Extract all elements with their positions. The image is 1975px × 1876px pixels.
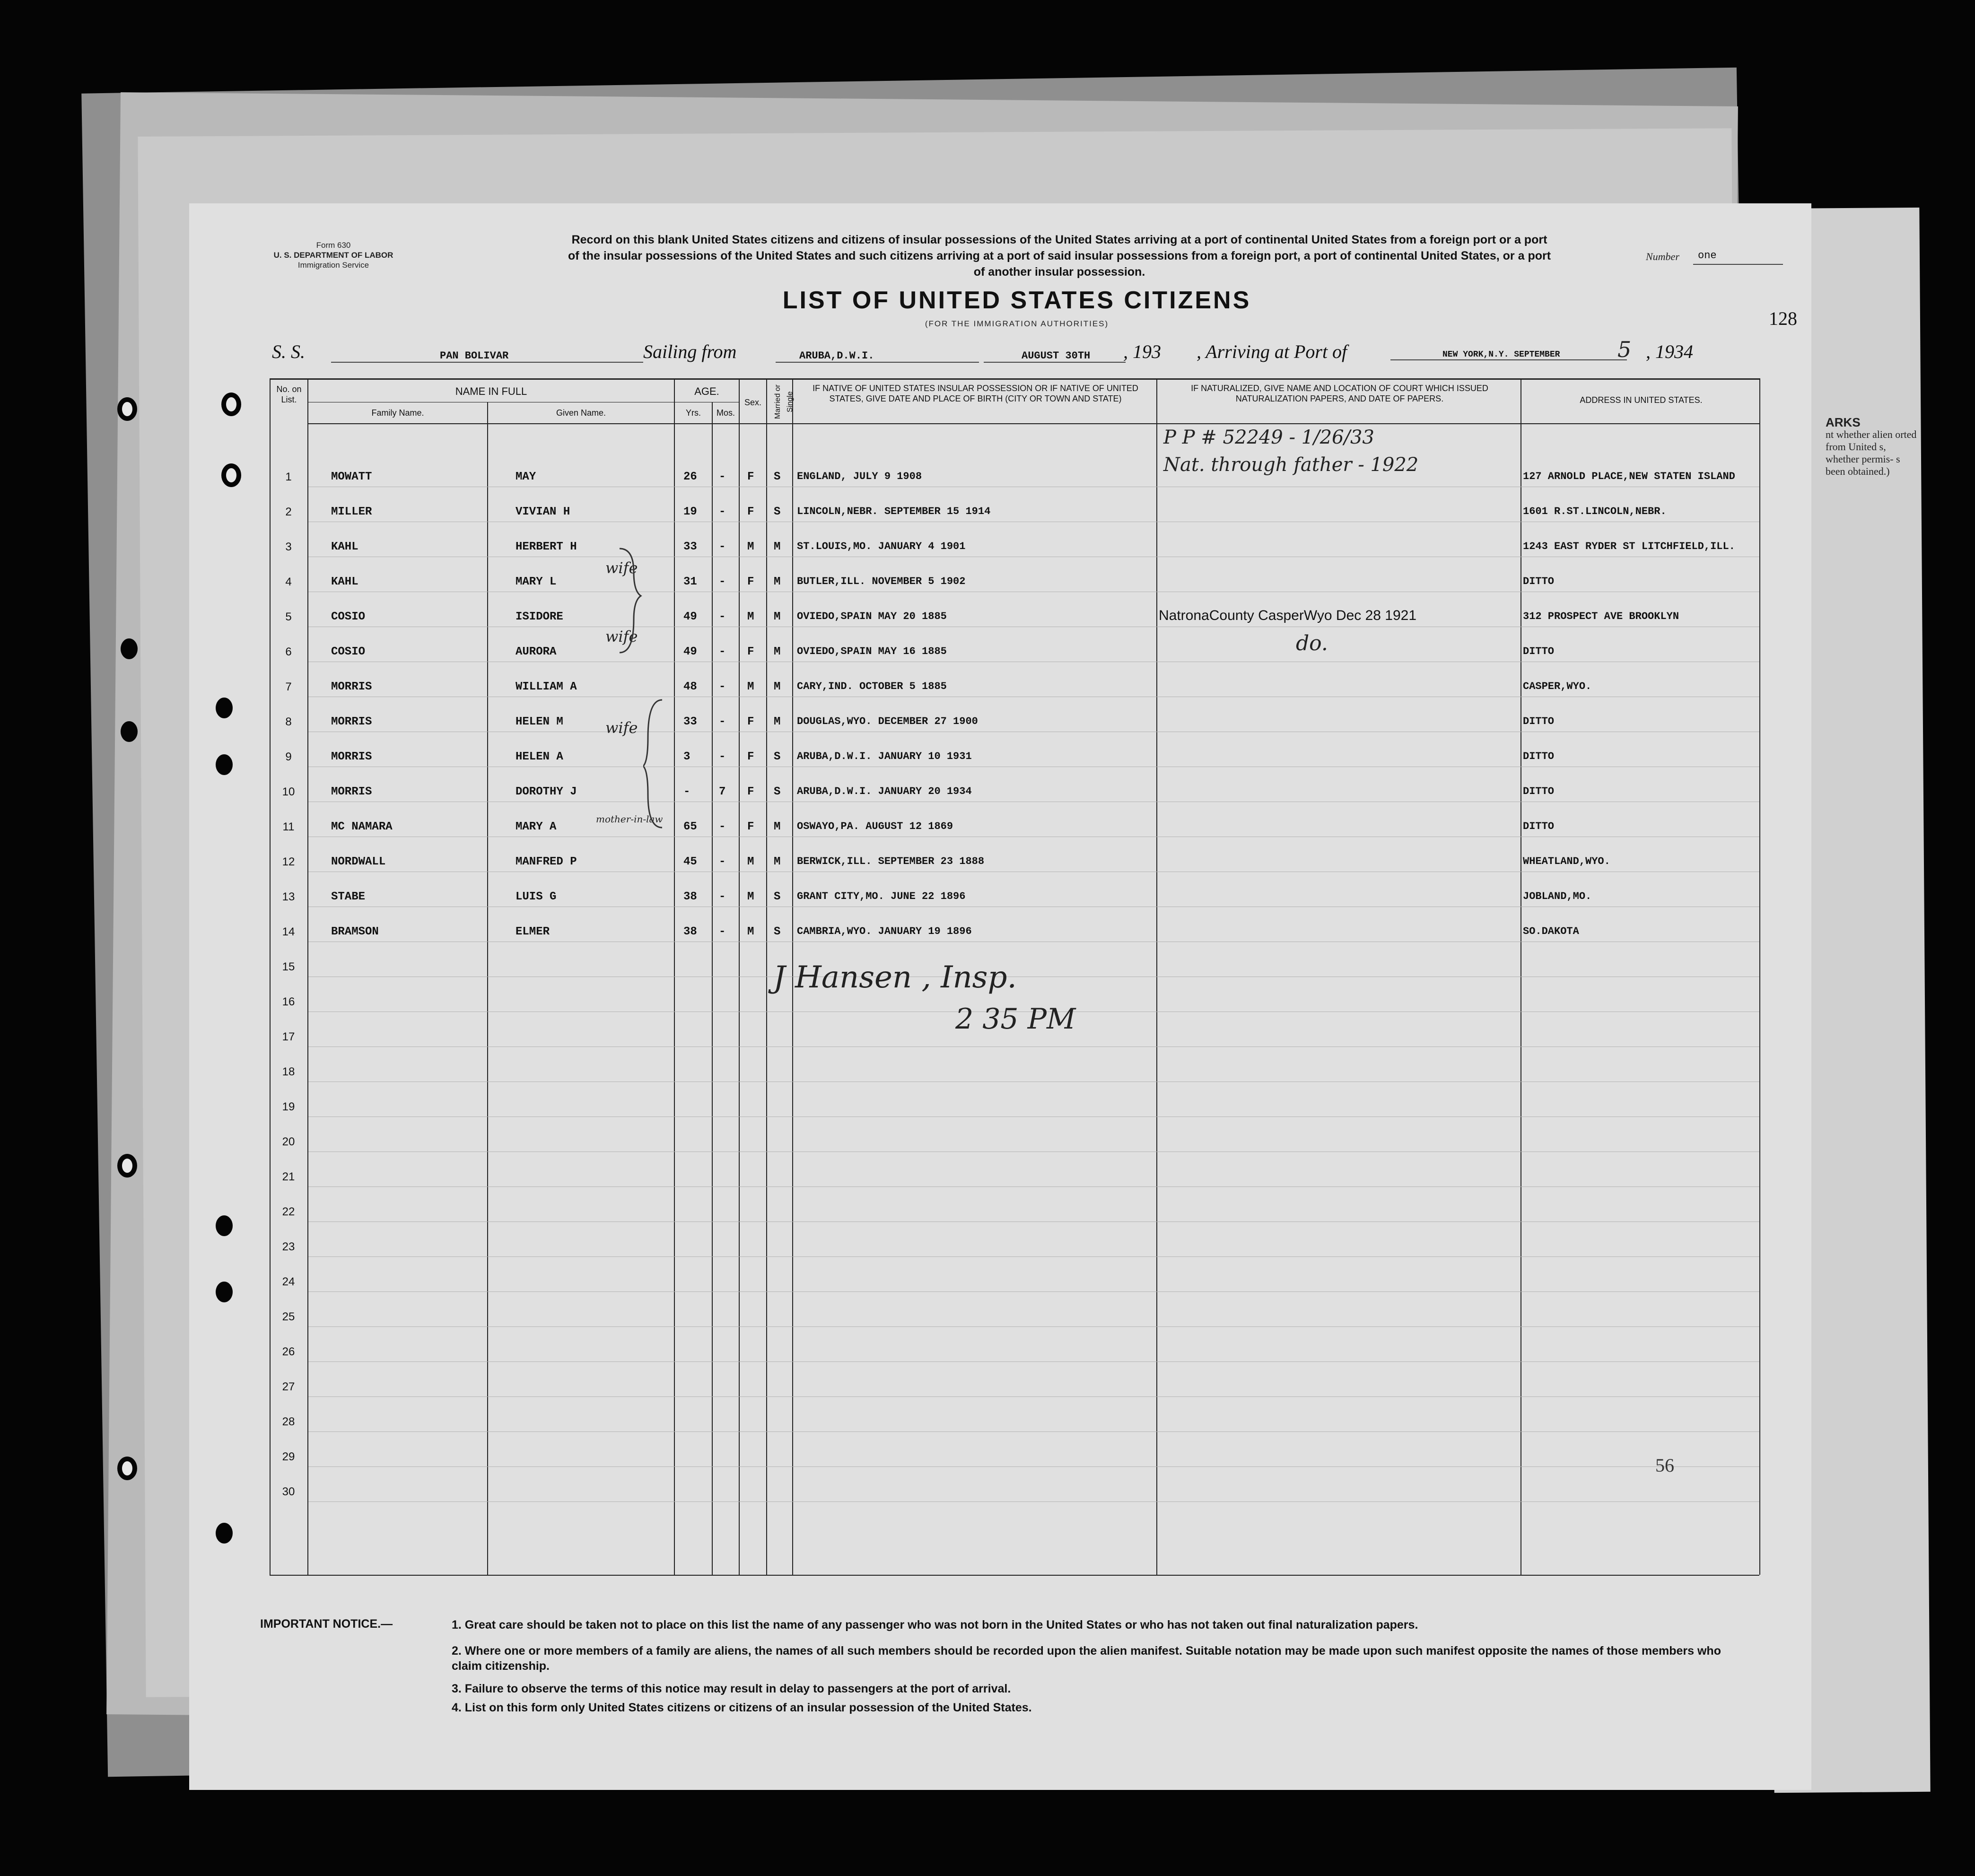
cell-family-name: MILLER <box>331 506 372 518</box>
handwritten-time: 2 35 PM <box>955 1003 1076 1036</box>
cell-sex: F <box>747 576 754 588</box>
cell-marital-status: M <box>774 576 781 588</box>
row-number: 27 <box>282 1380 295 1393</box>
cell-sex: F <box>747 646 754 658</box>
row-rule <box>308 1291 1759 1292</box>
row-number: 12 <box>282 855 295 868</box>
cell-birth-info: BUTLER,ILL. NOVEMBER 5 1902 <box>797 576 966 587</box>
cell-age-months: - <box>719 750 726 763</box>
row-number: 7 <box>285 681 292 693</box>
row-number: 4 <box>285 576 292 588</box>
row-number: 2 <box>285 506 292 518</box>
cell-address: 127 ARNOLD PLACE,NEW STATEN ISLAND <box>1523 471 1735 482</box>
row-number: 20 <box>282 1135 295 1148</box>
header-address: ADDRESS IN UNITED STATES. <box>1580 395 1703 405</box>
cell-birth-info: CARY,IND. OCTOBER 5 1885 <box>797 681 947 692</box>
cell-given-name: MARY A <box>516 820 557 833</box>
row-number: 3 <box>285 541 292 553</box>
row-number: 11 <box>282 820 295 833</box>
cell-given-name: ISIDORE <box>516 611 563 623</box>
header-birth: IF NATIVE OF UNITED STATES INSULAR POSSESSION OR IF NATIVE OF UNITED STATES, GIVE DATE AND PLACE OF BIRTH (CITY OR TOWN AND STATE) <box>813 384 1138 403</box>
cell-marital-status: S <box>774 506 781 518</box>
remarks-heading: ARKS <box>1826 415 1861 429</box>
column-divider <box>1759 378 1760 1575</box>
cell-age-years: 26 <box>683 471 697 483</box>
row-number: 22 <box>282 1205 295 1218</box>
cell-address: DITTO <box>1523 750 1555 762</box>
cell-sex: M <box>747 541 754 553</box>
cell-sex: F <box>747 506 754 518</box>
cell-family-name: STABE <box>331 890 366 903</box>
cell-sex: M <box>747 611 754 623</box>
row-number: 13 <box>282 890 295 903</box>
cell-marital-status: S <box>774 890 781 903</box>
cell-given-name: MAY <box>516 471 536 483</box>
cell-family-name: MORRIS <box>331 715 372 728</box>
notice-item: 4. List on this form only United States citizens or citizens of an insular possession of the United States. <box>452 1701 1032 1714</box>
cell-age-years: 33 <box>683 541 697 553</box>
cell-age-months: 7 <box>719 785 726 798</box>
cell-given-name: MANFRED P <box>516 855 577 868</box>
cell-age-years: 38 <box>683 925 697 938</box>
cell-age-months: - <box>719 890 726 903</box>
cell-birth-info: OVIEDO,SPAIN MAY 20 1885 <box>797 611 947 622</box>
row-number: 28 <box>282 1415 295 1428</box>
sailing-year: , 193 <box>1123 341 1161 362</box>
header-name-in-full: NAME IN FULL <box>455 385 527 397</box>
binder-hole <box>216 1282 233 1302</box>
cell-sex: M <box>747 855 754 868</box>
cell-address: 312 PROSPECT AVE BROOKLYN <box>1523 611 1679 622</box>
row-number: 26 <box>282 1345 295 1358</box>
header-age-months: Mos. <box>716 408 735 418</box>
cell-age-years: 33 <box>683 715 697 728</box>
row-rule <box>308 1326 1759 1327</box>
cell-sex: F <box>747 785 754 798</box>
cell-age-months: - <box>719 646 726 658</box>
row-number: 15 <box>282 960 295 973</box>
row-number: 8 <box>285 715 292 728</box>
cell-address: 1601 R.ST.LINCOLN,NEBR. <box>1523 506 1667 517</box>
number-value: one <box>1698 250 1717 262</box>
cell-age-months: - <box>719 820 726 833</box>
row-rule <box>308 1361 1759 1362</box>
row-number: 19 <box>282 1100 295 1113</box>
cell-age-months: - <box>719 681 726 693</box>
ss-label: S. S. <box>272 341 305 362</box>
handwritten-ditto: do. <box>1296 631 1328 655</box>
handwritten-wife-note: wife <box>605 719 638 737</box>
page-title: LIST OF UNITED STATES CITIZENS <box>782 287 1251 314</box>
cell-given-name: HERBERT H <box>516 541 577 553</box>
department-name: U. S. DEPARTMENT OF LABOR <box>273 251 393 260</box>
remarks-note: nt whether alien orted from United s, whether permis- s been obtained.) <box>1826 428 1917 477</box>
header-age: AGE. <box>694 385 719 397</box>
cell-sex: F <box>747 750 754 763</box>
row-number: 10 <box>282 785 295 798</box>
cell-birth-info: ST.LOUIS,MO. JANUARY 4 1901 <box>797 541 966 552</box>
cell-naturalization: NatronaCounty CasperWyo Dec 28 1921 <box>1159 608 1417 623</box>
column-divider <box>270 378 271 1575</box>
cell-age-years: 38 <box>683 890 697 903</box>
row-number: 6 <box>285 646 292 658</box>
binder-hole <box>216 698 233 718</box>
row-number: 24 <box>282 1275 295 1288</box>
cell-birth-info: GRANT CITY,MO. JUNE 22 1896 <box>797 890 966 902</box>
header-bottom-border <box>307 423 1759 424</box>
cell-marital-status: S <box>774 750 781 763</box>
cell-age-years: 3 <box>683 750 690 763</box>
header-married-or-single: Married or Single <box>774 384 794 419</box>
cell-birth-info: OVIEDO,SPAIN MAY 16 1885 <box>797 646 947 657</box>
binder-hole <box>117 1457 137 1480</box>
row-rule <box>308 1431 1759 1432</box>
arrival-day: 5 <box>1617 337 1632 362</box>
cell-age-months: - <box>719 471 726 483</box>
cell-age-years: 48 <box>683 681 697 693</box>
header-naturalized: IF NATURALIZED, GIVE NAME AND LOCATION OF COURT WHICH ISSUED NATURALIZATION PAPERS, AND DATE OF PAPERS. <box>1191 384 1488 403</box>
cell-birth-info: CAMBRIA,WYO. JANUARY 19 1896 <box>797 925 972 937</box>
arriving-label: , Arriving at Port of <box>1197 341 1347 362</box>
cell-sex: M <box>747 925 754 938</box>
cell-age-years: 19 <box>683 506 697 518</box>
number-label: Number <box>1646 251 1679 262</box>
cell-marital-status: M <box>774 541 781 553</box>
row-number: 18 <box>282 1065 295 1078</box>
handwritten-naturalization-note: Nat. through father - 1922 <box>1163 454 1419 476</box>
cell-birth-info: ENGLAND, JULY 9 1908 <box>797 471 922 482</box>
cell-family-name: MORRIS <box>331 681 372 693</box>
notice-label: IMPORTANT NOTICE.— <box>260 1617 393 1631</box>
cell-address: 1243 EAST RYDER ST LITCHFIELD,ILL. <box>1523 541 1735 552</box>
cell-address: DITTO <box>1523 646 1555 657</box>
handwritten-passport-note: P P # 52249 - 1/26/33 <box>1163 427 1374 448</box>
cell-given-name: VIVIAN H <box>516 506 570 518</box>
cell-age-months: - <box>719 855 726 868</box>
form-number: Form 630 <box>316 241 351 250</box>
cell-age-months: - <box>719 576 726 588</box>
cell-birth-info: ARUBA,D.W.I. JANUARY 10 1931 <box>797 750 972 762</box>
cell-age-months: - <box>719 611 726 623</box>
cell-family-name: NORDWALL <box>331 855 386 868</box>
binder-hole <box>216 1215 233 1236</box>
cell-given-name: WILLIAM A <box>516 681 577 693</box>
family-bracket <box>643 695 667 832</box>
page-footer-number: 56 <box>1655 1455 1674 1476</box>
cell-address: JOBLAND,MO. <box>1523 890 1592 902</box>
sailing-date-value: AUGUST 30TH <box>984 350 1126 363</box>
header-given-name: Given Name. <box>556 408 606 418</box>
header-family-name: Family Name. <box>371 408 424 418</box>
cell-given-name: ELMER <box>516 925 550 938</box>
binder-hole <box>216 754 233 775</box>
arrival-year: , 1934 <box>1646 341 1693 362</box>
cell-address: DITTO <box>1523 576 1555 587</box>
cell-given-name: MARY L <box>516 576 557 588</box>
cell-birth-info: ARUBA,D.W.I. JANUARY 20 1934 <box>797 785 972 797</box>
ss-value: PAN BOLIVAR <box>331 350 643 363</box>
binder-hole <box>121 638 138 659</box>
number-underline <box>1693 264 1783 265</box>
row-rule <box>308 1256 1759 1257</box>
arriving-port-value: NEW YORK,N.Y. SEPTEMBER <box>1390 350 1627 360</box>
cell-family-name: MORRIS <box>331 785 372 798</box>
cell-birth-info: LINCOLN,NEBR. SEPTEMBER 15 1914 <box>797 506 991 517</box>
cell-family-name: BRAMSON <box>331 925 379 938</box>
binder-hole <box>221 463 241 487</box>
binder-hole <box>221 393 241 416</box>
cell-age-months: - <box>719 715 726 728</box>
row-number: 29 <box>282 1450 295 1463</box>
cell-marital-status: M <box>774 820 781 833</box>
notice-item: 2. Where one or more members of a family are aliens, the names of all such members should be recorded upon the alien manifest. Suitable notation may be made upon such manifest opposite the names of those members who claim citizenship. <box>452 1644 1721 1673</box>
cell-marital-status: M <box>774 855 781 868</box>
row-number: 17 <box>282 1030 295 1043</box>
cell-marital-status: S <box>774 925 781 938</box>
cell-marital-status: M <box>774 681 781 693</box>
row-number: 23 <box>282 1240 295 1253</box>
cell-given-name: HELEN M <box>516 715 563 728</box>
cell-family-name: KAHL <box>331 541 358 553</box>
row-number: 5 <box>285 611 292 623</box>
cell-birth-info: OSWAYO,PA. AUGUST 12 1869 <box>797 820 953 832</box>
cell-age-months: - <box>719 541 726 553</box>
cell-age-years: 49 <box>683 611 697 623</box>
cell-family-name: KAHL <box>331 576 358 588</box>
cell-marital-status: M <box>774 715 781 728</box>
cell-given-name: LUIS G <box>516 890 557 903</box>
binder-hole <box>117 397 137 421</box>
right-margin-note <box>1826 416 1920 478</box>
column-divider <box>487 402 488 1575</box>
cell-age-years: - <box>683 785 690 798</box>
cell-given-name: HELEN A <box>516 750 563 763</box>
sailing-from-value: ARUBA,D.W.I. <box>776 350 979 363</box>
notice-item: 1. Great care should be taken not to place on this list the name of any passenger who was not born in the United States or who has not taken out final naturalization papers. <box>452 1618 1418 1632</box>
manifest-form <box>189 203 1811 1790</box>
cell-birth-info: BERWICK,ILL. SEPTEMBER 23 1888 <box>797 855 985 867</box>
cell-age-years: 45 <box>683 855 697 868</box>
cell-age-years: 49 <box>683 646 697 658</box>
header-age-years: Yrs. <box>685 408 701 418</box>
row-rule <box>308 1501 1759 1502</box>
cell-family-name: COSIO <box>331 611 366 623</box>
page-stamp-number: 128 <box>1769 308 1797 329</box>
cell-marital-status: M <box>774 611 781 623</box>
cell-marital-status: S <box>774 785 781 798</box>
row-number: 30 <box>282 1485 295 1498</box>
cell-sex: F <box>747 471 754 483</box>
binder-hole <box>216 1523 233 1544</box>
family-bracket <box>615 544 643 657</box>
cell-age-years: 31 <box>683 576 697 588</box>
table-bottom-border <box>270 1575 1759 1576</box>
row-number: 1 <box>285 471 292 483</box>
row-number: 14 <box>282 925 295 938</box>
cell-sex: M <box>747 681 754 693</box>
cell-address: SO.DAKOTA <box>1523 925 1579 937</box>
row-number: 21 <box>282 1170 295 1183</box>
cell-address: DITTO <box>1523 715 1555 727</box>
cell-family-name: COSIO <box>331 646 366 658</box>
cell-family-name: MC NAMARA <box>331 820 393 833</box>
cell-address: DITTO <box>1523 820 1555 832</box>
service-name: Immigration Service <box>297 261 369 270</box>
cell-marital-status: S <box>774 471 781 483</box>
cell-sex: F <box>747 715 754 728</box>
form-reference <box>241 240 426 270</box>
cell-family-name: MORRIS <box>331 750 372 763</box>
page-subtitle: (FOR THE IMMIGRATION AUTHORITIES) <box>925 319 1109 328</box>
cell-age-months: - <box>719 925 726 938</box>
row-rule <box>308 1466 1759 1467</box>
binder-hole <box>117 1154 137 1178</box>
cell-age-years: 65 <box>683 820 697 833</box>
handwritten-wife-note: wife <box>605 559 638 577</box>
notice-item: 3. Failure to observe the terms of this notice may result in delay to passengers at the port of arrival. <box>452 1682 1011 1695</box>
inspector-signature: J Hansen , Insp. <box>773 960 1017 995</box>
cell-sex: M <box>747 890 754 903</box>
cell-age-months: - <box>719 506 726 518</box>
cell-family-name: MOWATT <box>331 471 372 483</box>
row-rule <box>308 1396 1759 1397</box>
cell-given-name: DOROTHY J <box>516 785 577 798</box>
header-no: No. on List. <box>276 384 302 404</box>
cell-marital-status: M <box>774 646 781 658</box>
row-number: 9 <box>285 750 292 763</box>
row-number: 25 <box>282 1310 295 1323</box>
cell-address: DITTO <box>1523 785 1555 797</box>
cell-address: WHEATLAND,WYO. <box>1523 855 1610 867</box>
cell-birth-info: DOUGLAS,WYO. DECEMBER 27 1900 <box>797 715 978 727</box>
header-sex: Sex. <box>744 398 762 407</box>
row-number: 16 <box>282 995 295 1008</box>
column-divider <box>712 402 713 1575</box>
binder-hole <box>121 721 138 742</box>
handwritten-mother-in-law-note: mother-in-law <box>596 813 663 825</box>
intro-text: Record on this blank United States citizens and citizens of insular possessions of the United States arriving at a port of continental United States from a foreign port or a port of the insular possessions of the United States and such citizens arriving at a port of said insular possessions from a foreign port, a port of continental United States, or a port of another insular possession. <box>568 233 1551 279</box>
cell-sex: F <box>747 820 754 833</box>
table-top-border <box>270 378 1759 380</box>
cell-address: CASPER,WYO. <box>1523 681 1592 692</box>
sailing-from-label: Sailing from <box>643 341 737 362</box>
cell-given-name: AURORA <box>516 646 557 658</box>
handwritten-wife-note: wife <box>605 628 638 646</box>
